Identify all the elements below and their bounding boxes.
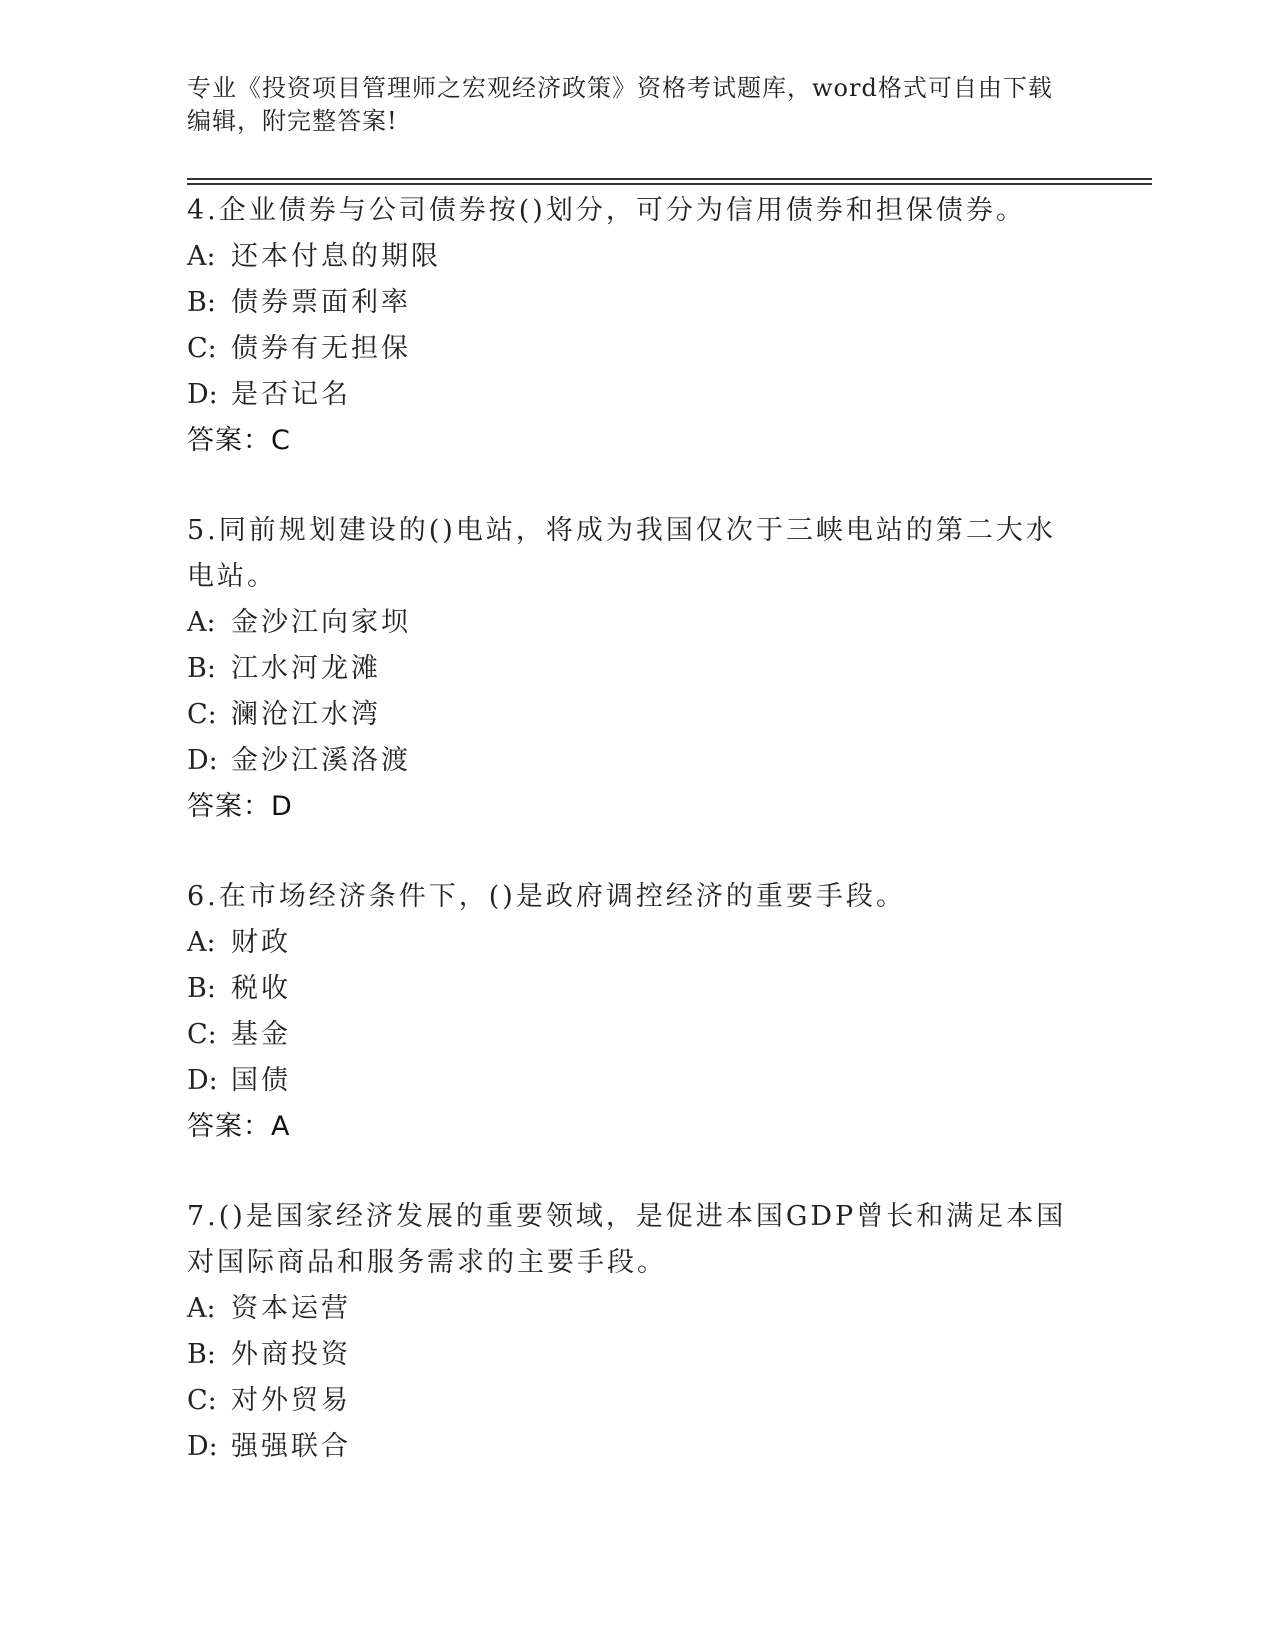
option-text: 是否记名 [231,379,351,410]
option-letter: D: [187,1065,218,1096]
option-text: 资本运营 [231,1293,351,1324]
question-stem: 5.同前规划建设的()电站，将成为我国仅次于三峡电站的第二大水电站。 [187,515,1056,592]
option-letter: B: [187,1339,216,1370]
answer-value: C [271,425,291,456]
question-7 [187,1194,1067,1470]
option-letter: D: [187,745,218,776]
option-text: 对外贸易 [231,1385,351,1416]
option-letter: A: [187,241,216,272]
question-6 [187,874,1067,1150]
question-5 [187,508,1067,830]
option-text: 外商投资 [231,1339,351,1370]
option-letter: C: [187,1385,217,1416]
option-b [187,966,1067,1012]
option-letter: C: [187,699,217,730]
option-letter: A: [187,927,216,958]
option-letter: D: [187,1431,218,1462]
option-a [187,1286,1067,1332]
question-stem: 6.在市场经济条件下，()是政府调控经济的重要手段。 [187,881,906,912]
option-letter: D: [187,379,218,410]
option-text: 债券有无担保 [231,333,411,364]
option-a [187,600,1067,646]
option-d [187,1058,1067,1104]
option-letter: B: [187,973,216,1004]
option-letter: B: [187,287,216,318]
option-a [187,920,1067,966]
option-letter: A: [187,607,216,638]
answer-label: 答案： [187,791,271,822]
option-d [187,372,1067,418]
answer-label: 答案： [187,1111,271,1142]
question-stem: 4.企业债券与公司债券按()划分，可分为信用债券和担保债券。 [187,195,1026,226]
option-text: 澜沧江水湾 [231,699,381,730]
option-text: 金沙江溪洛渡 [231,745,411,776]
option-d [187,1424,1067,1470]
answer-value: D [271,791,293,822]
option-c [187,326,1067,372]
option-c [187,1012,1067,1058]
option-b [187,1332,1067,1378]
option-text: 国债 [231,1065,291,1096]
answer-line [187,1104,1067,1150]
option-text: 强强联合 [231,1431,351,1462]
option-letter: C: [187,333,217,364]
option-letter: B: [187,653,216,684]
option-text: 财政 [231,927,291,958]
option-text: 江水河龙滩 [231,653,381,684]
option-c [187,692,1067,738]
option-c [187,1378,1067,1424]
option-letter: C: [187,1019,217,1050]
document-header: 专业《投资项目管理师之宏观经济政策》资格考试题库，word格式可自由下载编辑，附完整答案! [187,74,1053,135]
option-text: 税收 [231,973,291,1004]
header-divider-bottom [187,183,1152,185]
option-text: 债券票面利率 [231,287,411,318]
option-text: 基金 [231,1019,291,1050]
answer-line [187,784,1067,830]
option-b [187,280,1067,326]
answer-line [187,418,1067,464]
option-a [187,234,1067,280]
question-stem: 7.()是国家经济发展的重要领域，是促进本国GDP曾长和满足本国对国际商品和服务需求的主要手段。 [187,1201,1067,1278]
option-d [187,738,1067,784]
option-text: 金沙江向家坝 [231,607,411,638]
header-divider-top [187,178,1152,180]
option-letter: A: [187,1293,216,1324]
option-b [187,646,1067,692]
answer-label: 答案： [187,425,271,456]
question-4 [187,188,1067,464]
answer-value: A [271,1111,291,1142]
option-text: 还本付息的期限 [231,241,441,272]
